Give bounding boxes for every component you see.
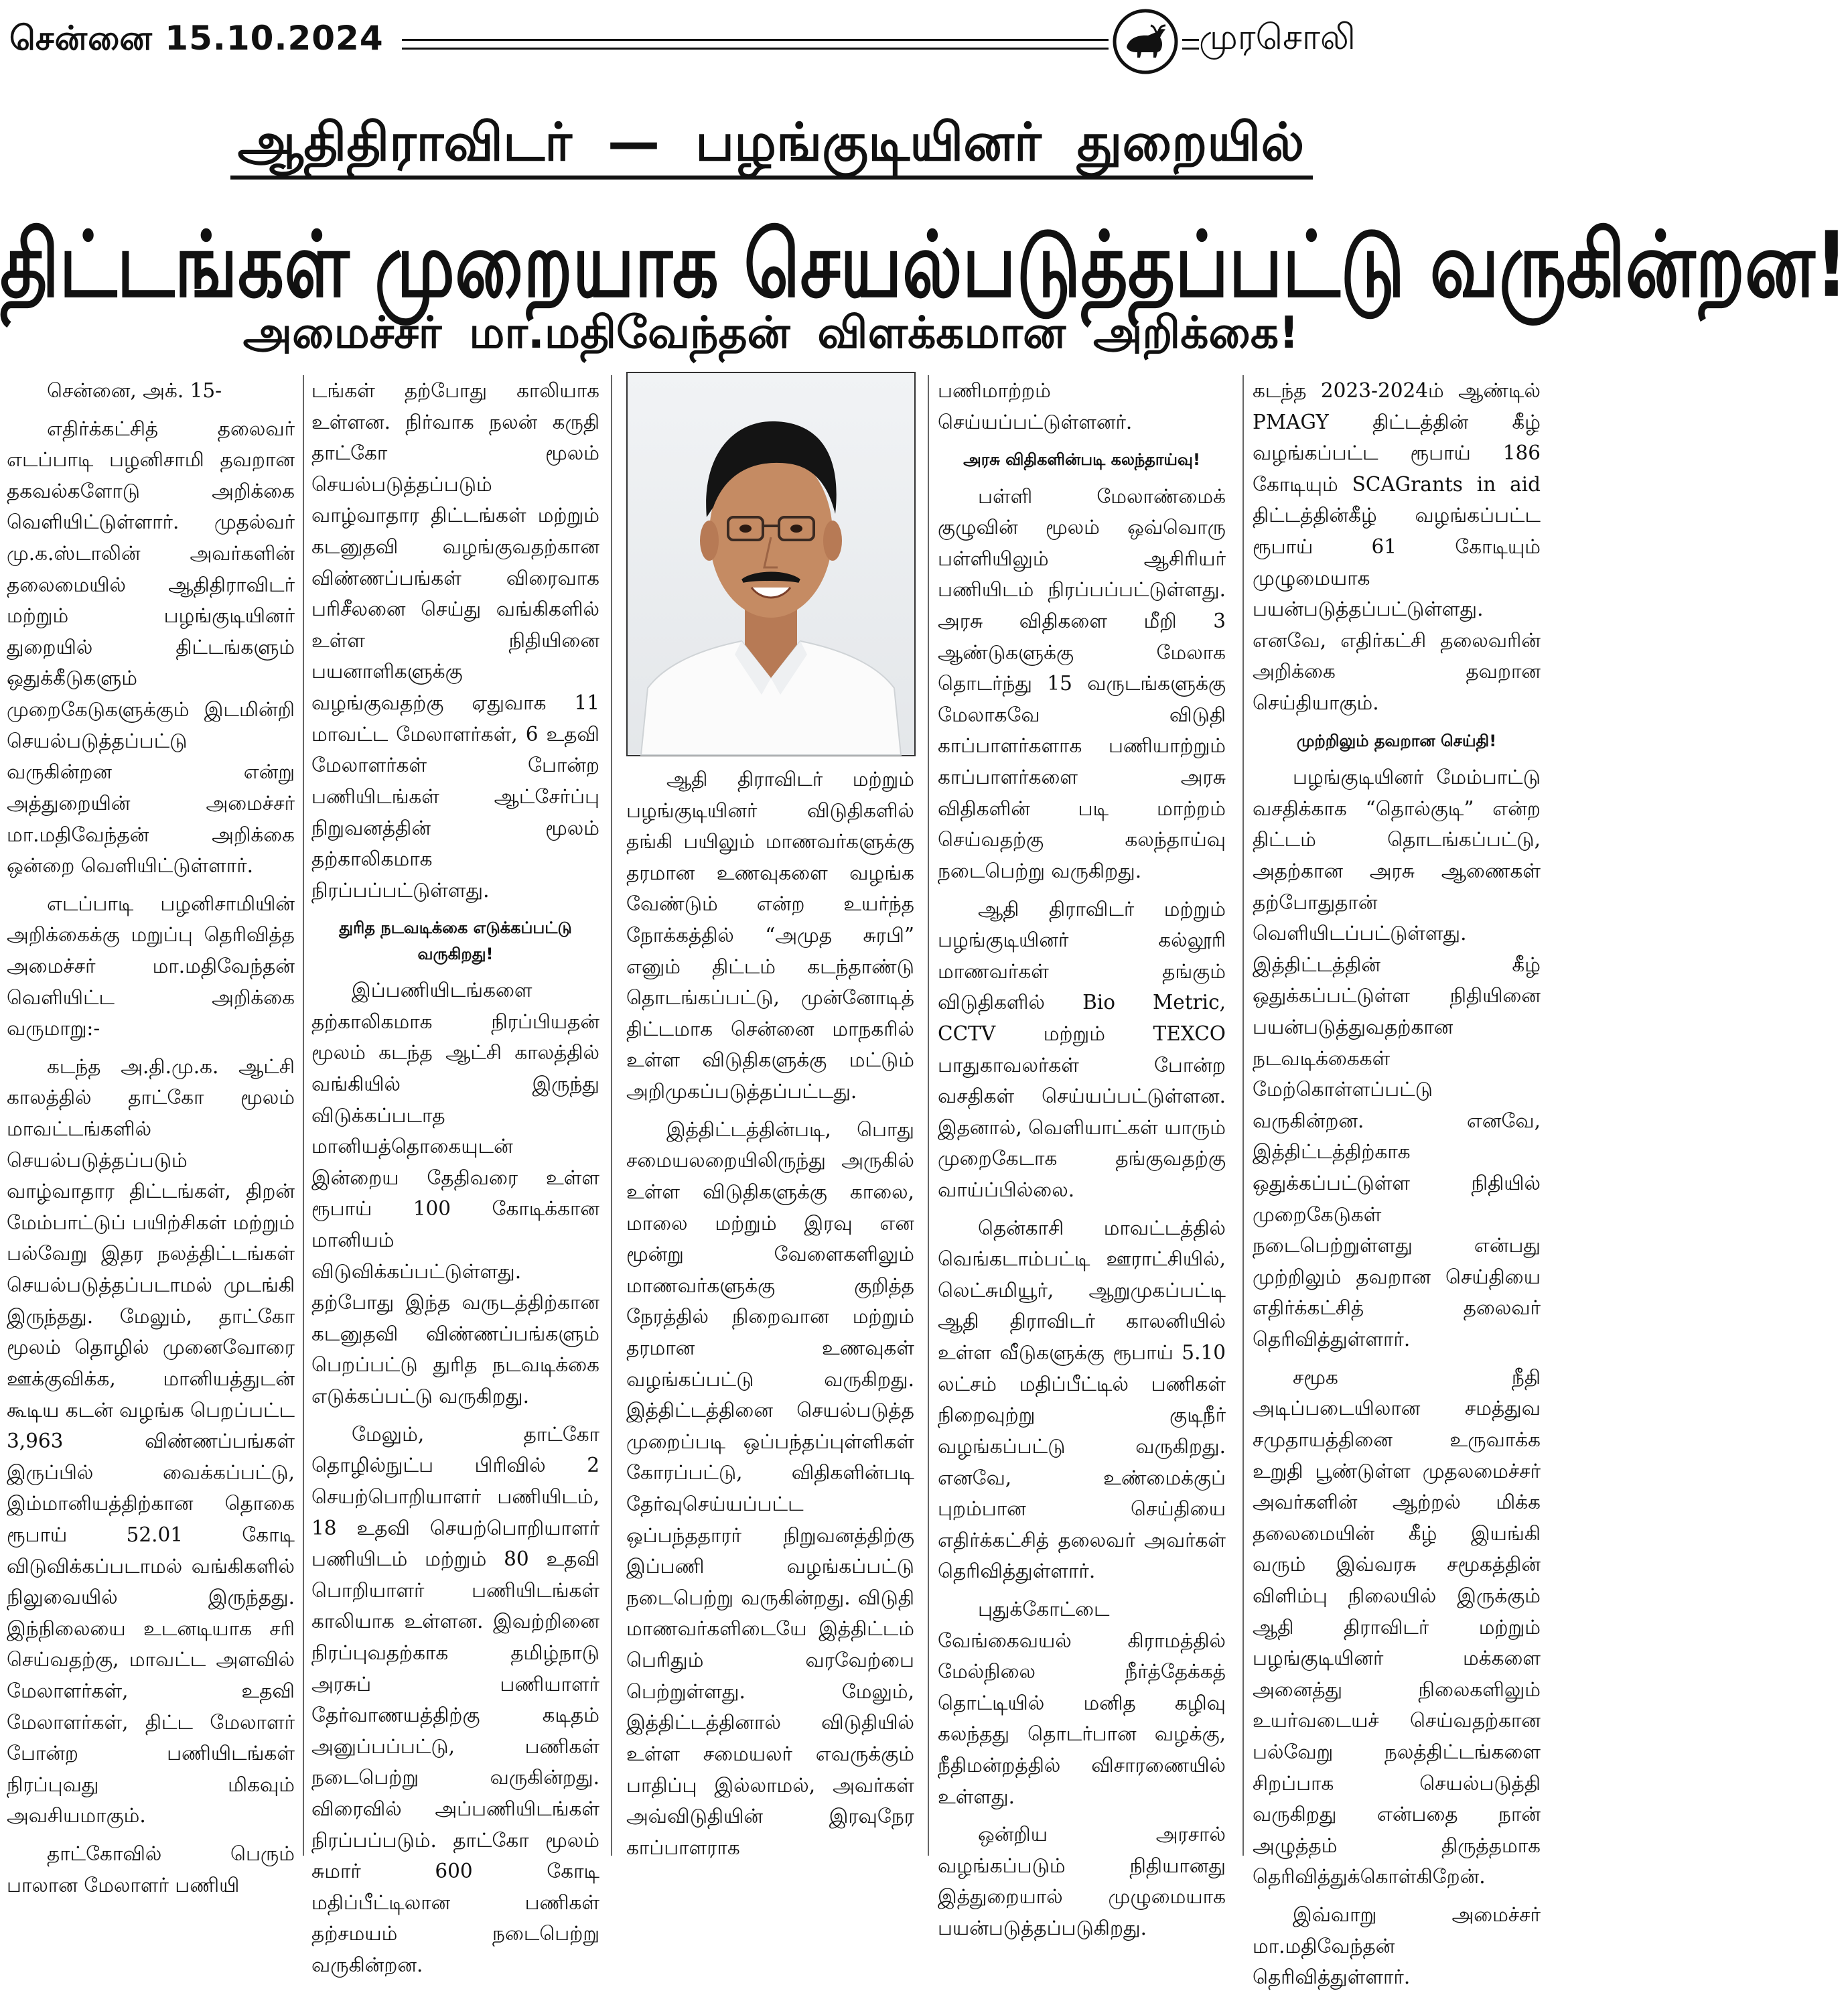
column-divider bbox=[611, 375, 612, 1856]
paragraph: கடந்த அ.தி.மு.க. ஆட்சி காலத்தில் தாட்கோ மூலம் மாவட்டங்களில் செயல்படுத்தப்படும் வாழ்வாதார திட்டங்கள், திறன் மேம்பாட்டுப் பயிற்சிகள் மற்றும் பல்வேறு இதர நலத்திட்டங்கள் செயல்படுத்தப்படாமல் முடங்கி இருந்தது. மேலும், தாட்கோ மூலம் தொழில் முனைவோரை ஊக்குவிக்க, மானியத்துடன் கூடிய கடன் வழங்க பெறப்பட்ட 3,963 விண்ணப்பங்கள் இருப்பில் வைக்கப்பட்டு, இம்மானியத்திற்கான தொகை ரூபாய் 52.01 கோடி விடுவிக்கப்படாமல் வங்கிகளில் நிலுவையில் இருந்தது. இந்நிலையை உடனடியாக சரி செய்வதற்கு, மாவட்ட அளவில் மேலாளர்கள், உதவி மேலாளர்கள், திட்ட மேலாளர் போன்ற பணியிடங்கள் நிரப்புவது மிகவும் அவசியமாகும். bbox=[7, 1054, 295, 1828]
paragraph: டங்கள் தற்போது காலியாக உள்ளன. நிர்வாக நலன் கருதி தாட்கோ மூலம் செயல்படுத்தப்படும் வாழ்வாதார திட்டங்கள் மற்றும் கடனுதவி வழங்குவதற்கான விண்ணப்பங்கள் விரைவாக பரிசீலனை செய்து வங்கிகளில் உள்ள நிதியினை பயனாளிகளுக்கு வழங்குவதற்கு ஏதுவாக 11 மாவட்ட மேலாளர்கள், 6 உதவி மேலாளர்கள் போன்ற பணியிடங்கள் ஆட்சேர்ப்பு நிறுவனத்தின் மூலம் தற்காலிகமாக நிரப்பப்பட்டுள்ளது. bbox=[311, 379, 599, 902]
paragraph: ஆதி திராவிடர் மற்றும் பழங்குடியினர் கல்லூரி மாணவர்கள் தங்கும் விடுதிகளில் Bio Metric, CCTV மற்றும் TEXCO பாதுகாவலர்கள் போன்ற வசதிகள் செய்யப்பட்டுள்ளன. இதனால், வெளியாட்கள் யாரும் முறைகேடாக தங்குவதற்கு வாய்ப்பில்லை. bbox=[938, 897, 1226, 1202]
column-divider bbox=[928, 375, 929, 1856]
dateline: சென்னை 15.10.2024 bbox=[9, 19, 384, 58]
masthead-rule-right bbox=[1182, 39, 1199, 50]
paragraph: தென்காசி மாவட்டத்தில் வெங்கடாம்பட்டி ஊராட்சியில், லெட்சுமியூர், ஆறுமுகப்பட்டி ஆதி திராவிடர் காலனியில் உள்ள வீடுகளுக்கு ரூபாய் 5.10 லட்சம் மதிப்பீட்டில் பணிகள் நிறைவுற்று குடிநீர் வழங்கப்பட்டு வருகிறது. எனவே, உண்மைக்குப் புறம்பான செய்தியை எதிர்க்கட்சித் தலைவர் அவர்கள் தெரிவித்துள்ளார். bbox=[938, 1216, 1226, 1583]
paragraph: மேலும், தாட்கோ தொழில்நுட்ப பிரிவில் 2 செயற்பொறியாளர் பணியிடம், 18 உதவி செயற்பொறியாளர் பணியிடம் மற்றும் 80 உதவி பொறியாளர் பணியிடங்கள் காலியாக உள்ளன. இவற்றினை நிரப்புவதற்காக தமிழ்நாடு அரசுப் பணியாளர் தேர்வாணயத்திற்கு கடிதம் அனுப்பப்பட்டு, பணிகள் நடைபெற்று வருகின்றது. விரைவில் அப்பணியிடங்கள் நிரப்பப்படும். தாட்கோ மூலம் சுமார் 600 கோடி மதிப்பீட்டிலான பணிகள் தற்சமயம் நடைபெற்று வருகின்றன. bbox=[311, 1422, 599, 1977]
kicker-underline bbox=[230, 176, 1313, 180]
article-column-2 bbox=[311, 375, 599, 1977]
paragraph: பழங்குடியினர் மேம்பாட்டு வசதிக்காக “தொல்குடி” என்ற திட்டம் தொடங்கப்பட்டு, அதற்கான அரசு ஆணைகள் தற்போதுதான் வெளியிடப்பட்டுள்ளது. இத்திட்டத்தின் கீழ் ஒதுக்கப்பட்டுள்ள நிதியினை பயன்படுத்துவதற்கான நடவடிக்கைகள் மேற்கொள்ளப்பட்டு வருகின்றன. எனவே, இத்திட்டத்திற்காக ஒதுக்கப்பட்டுள்ள நிதியில் முறைகேடுகள் நடைபெற்றுள்ளது என்பது முற்றிலும் தவறான செய்தியை எதிர்க்கட்சித் தலைவர் தெரிவித்துள்ளார். bbox=[1253, 766, 1541, 1351]
section-subheading: அரசு விதிகளின்படி கலந்தாய்வு! bbox=[963, 450, 1200, 470]
masthead-rule-left bbox=[402, 39, 1109, 50]
paragraph: சென்னை, அக். 15- bbox=[47, 379, 222, 402]
column-divider bbox=[303, 375, 304, 1856]
paragraph: இத்திட்டத்தின்படி, பொது சமையலறையிலிருந்து அருகில் உள்ள விடுதிகளுக்கு காலை, மாலை மற்றும் இரவு என மூன்று வேளைகளிலும் மாணவர்களுக்கு குறித்த நேரத்தில் நிறைவான மற்றும் தரமான உணவுகள் வழங்கப்பட்டு வருகிறது. இத்திட்டத்தினை செயல்படுத்த முறைப்படி ஒப்பந்தப்புள்ளிகள் கோரப்பட்டு, விதிகளின்படி தேர்வுசெய்யப்பட்ட ஒப்பந்ததாரர் நிறுவனத்திற்கு இப்பணி வழங்கப்பட்டு நடைபெற்று வருகின்றது. விடுதி மாணவர்களிடையே இத்திட்டம் பெரிதும் வரவேற்பை பெற்றுள்ளது. மேலும், இத்திட்டத்தினால் விடுதியில் உள்ள சமையலர் எவருக்கும் பாதிப்பு இல்லாமல், அவர்கள் அவ்விடுதியின் இரவுநேர காப்பாளராக bbox=[626, 1117, 914, 1859]
paragraph: பணிமாற்றம் செய்யப்பட்டுள்ளனர். bbox=[938, 379, 1133, 433]
headline-main: திட்டங்கள் முறையாக செயல்படுத்தப்பட்டு வருகின்றன! bbox=[0, 213, 1848, 318]
article-column-3 bbox=[626, 764, 914, 1859]
section-subheading: முற்றிலும் தவறான செய்தி! bbox=[1296, 731, 1497, 750]
paragraph: எதிர்க்கட்சித் தலைவர் எடப்பாடி பழனிசாமி தவறான தகவல்களோடு அறிக்கை வெளியிட்டுள்ளார். முதல்வர் மு.க.ஸ்டாலின் அவர்களின் தலைமையில் ஆதிதிராவிடர் மற்றும் பழங்குடியினர் துறையில் திட்டங்களும் ஒதுக்கீடுகளும் முறைகேடுகளுக்கும் இடமின்றி செயல்படுத்தப்பட்டு வருகின்றன என்று அத்துறையின் அமைச்சர் மா.மதிவேந்தன் அறிக்கை ஒன்றை வெளியிட்டுள்ளார். bbox=[7, 417, 295, 878]
section-subheading: துரித நடவடிக்கை எடுக்கப்பட்டு வருகிறது! bbox=[339, 918, 572, 963]
article-column-5 bbox=[1253, 375, 1541, 1989]
paragraph: இப்பணியிடங்களை தற்காலிகமாக நிரப்பியதன் மூலம் கடந்த ஆட்சி காலத்தில் வங்கியில் இருந்து விடுக்கப்படாத மானியத்தொகையுடன் இன்றைய தேதிவரை உள்ள ரூபாய் 100 கோடிக்கான மானியம் விடுவிக்கப்பட்டுள்ளது. தற்போது இந்த வருடத்திற்கான கடனுதவி விண்ணப்பங்களும் பெறப்பட்டு துரித நடவடிக்கை எடுக்கப்பட்டு வருகிறது. bbox=[311, 979, 599, 1408]
masthead bbox=[0, 0, 1542, 87]
article-column-4 bbox=[938, 375, 1226, 1940]
paragraph: சமூக நீதி அடிப்படையிலான சமத்துவ சமுதாயத்தினை உருவாக்க உறுதி பூண்டுள்ள முதலமைச்சர் அவர்களின் ஆற்றல் மிக்க தலைமையின் கீழ் இயங்கி வரும் இவ்வரசு சமூகத்தின் விளிம்பு நிலையில் இருக்கும் ஆதி திராவிடர் மற்றும் பழங்குடியினர் மக்களை அனைத்து நிலைகளிலும் உயர்வடையச் செய்வதற்கான பல்வேறு நலத்திட்டங்களை சிறப்பாக செயல்படுத்தி வருகிறது என்பதை நான் அழுத்தம் திருத்தமாக தெரிவித்துக்கொள்கிறேன். bbox=[1253, 1365, 1541, 1888]
paragraph: புதுக்கோட்டை வேங்கைவயல் கிராமத்தில் மேல்நிலை நீர்த்தேக்கத் தொட்டியில் மனித கழிவு கலந்தது தொடர்பான வழக்கு, நீதிமன்றத்தில் விசாரணையில் உள்ளது. bbox=[938, 1597, 1226, 1808]
article-column-1 bbox=[7, 375, 295, 1897]
paragraph: தாட்கோவில் பெரும் பாலான மேலாளர் பணியி bbox=[7, 1842, 295, 1897]
column-divider bbox=[1242, 375, 1244, 1856]
paragraph: எடப்பாடி பழனிசாமியின் அறிக்கைக்கு மறுப்பு தெரிவித்த அமைச்சர் மா.மதிவேந்தன் வெளியிட்ட அறிக்கை வருமாறு:- bbox=[7, 892, 295, 1040]
paragraph: கடந்த 2023-2024ம் ஆண்டில் PMAGY திட்டத்தின் கீழ் வழங்கப்பட்ட ரூபாய் 186 கோடியும் SCAGrants in aid திட்டத்தின்கீழ் வழங்கப்பட்ட ரூபாய் 61 கோடியும் முழுமையாக பயன்படுத்தப்பட்டுள்ளது. எனவே, எதிர்கட்சி தலைவரின் அறிக்கை தவறான செய்தியாகும். bbox=[1253, 379, 1541, 715]
headline-kicker: ஆதிதிராவிடர் — பழங்குடியினர் துறையில் bbox=[237, 113, 1305, 173]
paragraph: ஒன்றிய அரசால் வழங்கப்படும் நிதியானது இத்துறையால் முழுமையாக பயன்படுத்தப்படுகிறது. bbox=[938, 1823, 1226, 1940]
bull-emblem-icon bbox=[1112, 8, 1179, 75]
paragraph: ஆதி திராவிடர் மற்றும் பழங்குடியினர் விடுதிகளில் தங்கி பயிலும் மாணவர்களுக்கு தரமான உணவுகளை வழங்க வேண்டும் என்ற உயர்ந்த நோக்கத்தில் “அமுத சுரபி” எனும் திட்டம் கடந்தாண்டு தொடங்கப்பட்டு, முன்னோடித் திட்டமாக சென்னை மாநகரில் உள்ள விடுதிகளுக்கு மட்டும் அறிமுகப்படுத்தப்பட்டது. bbox=[626, 768, 914, 1103]
minister-portrait-icon bbox=[626, 372, 916, 756]
headline-sub: அமைச்சர் மா.மதிவேந்தன் விளக்கமான அறிக்கை! bbox=[242, 307, 1299, 358]
paragraph: இவ்வாறு அமைச்சர் மா.மதிவேந்தன் தெரிவித்துள்ளார். bbox=[1253, 1903, 1541, 1989]
newspaper-name: முரசொலி bbox=[1199, 17, 1356, 58]
paragraph: பள்ளி மேலாண்மைக் குழுவின் மூலம் ஒவ்வொரு பள்ளியிலும் ஆசிரியர் பணியிடம் நிரப்பப்பட்டுள்ளது. அரசு விதிகளை மீறி 3 ஆண்டுகளுக்கு மேலாக தொடர்ந்து 15 வருடங்களுக்கு மேலாகவே விடுதி காப்பாளர்களாக பணியாற்றும் காப்பாளர்களை அரசு விதிகளின் படி மாற்றம் செய்வதற்கு கலந்தாய்வு நடைபெற்று வருகிறது. bbox=[938, 484, 1226, 882]
